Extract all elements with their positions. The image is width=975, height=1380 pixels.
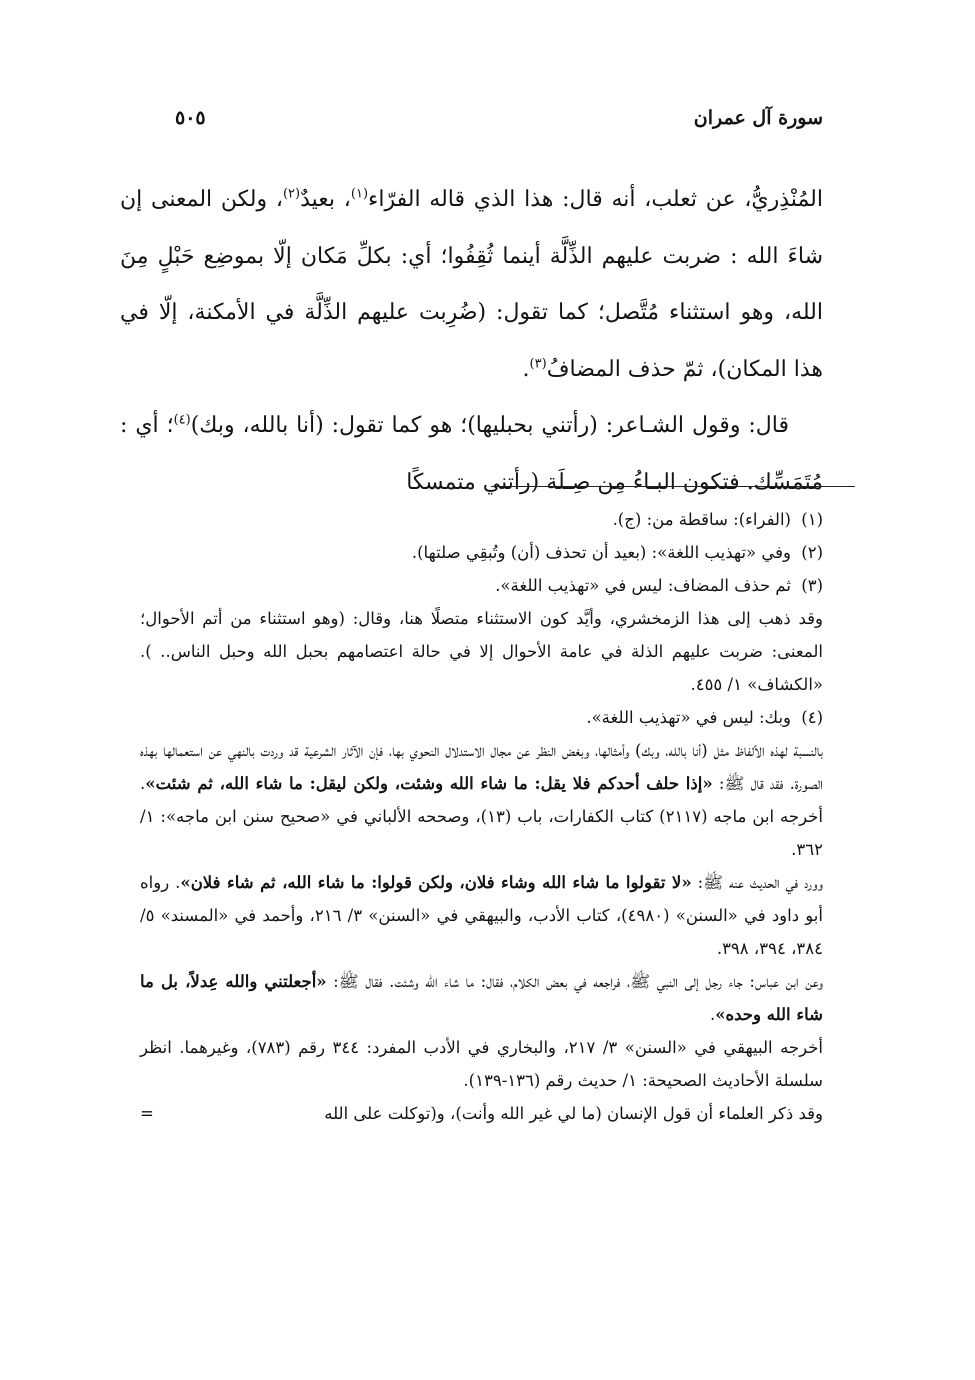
footnote-3 xyxy=(140,569,823,602)
main-paragraph-2 xyxy=(120,398,823,511)
hadith-quote: «لا تقولوا ما شاء الله وشاء فلان، ولكن قولوا: ما شاء الله، ثم شاء فلان» xyxy=(180,873,692,892)
text-run: . أخرجه ابن ماجه (٢١١٧) كتاب الكفارات، باب (١٣)، وصححه الألباني في «صحيح سنن ابن ماجه»: ١/ ٣٦٢. xyxy=(140,774,823,859)
footnote-ref-4[interactable]: (٤) xyxy=(173,412,191,428)
continuation-mark: = xyxy=(140,1104,154,1123)
footnote-number: (٣) xyxy=(801,576,823,595)
text-run: ، ولكن المعنى إن شاءَ الله : ضربت عليهم الذِّلَّة أينما ثُقِفُوا؛ أي: بكلِّ مَكان إلّا بموضِع حَبْلٍ مِنَ الله، وهو استثناء مُتَّصل؛ كما تقول: (ضُرِبت عليهم الذِّلَّة في الأمكنة، إلّا في هذا المكان)، ثمّ حذف المضافُ xyxy=(120,187,823,382)
footnote-text: (الفراء): ساقطة من: (ج). xyxy=(612,510,791,529)
footnote-separator xyxy=(491,486,855,487)
footnote-4-paragraph-5 xyxy=(140,1097,823,1130)
footnote-4 xyxy=(140,701,823,734)
text-run: ، بعيدٌ xyxy=(300,187,351,212)
footnote-4-paragraph-1 xyxy=(140,734,823,866)
main-paragraph-1 xyxy=(120,172,823,398)
text-run: . xyxy=(522,356,530,382)
surah-title: سورة آل عمران xyxy=(693,107,823,129)
text-run: وورد في الحديث عنه ﷺ: xyxy=(691,873,823,892)
hadith-quote: «إذا حلف أحدكم فلا يقل: ما شاء الله وشئت، ولكن ليقل: ما شاء الله، ثم شئت» xyxy=(145,774,713,793)
footnote-4-paragraph-4: أخرجه البيهقي في «السنن» ٣/ ٢١٧، والبخاري في الأدب المفرد: ٣٤٤ رقم (٧٨٣)، وغيرهما. انظر سلسلة الأحاديث الصحيحة: ١/ حديث رقم (١٣٦-١٣٩). xyxy=(140,1038,823,1090)
footnote-3-continuation: وقد ذهب إلى هذا الزمخشري، وأيَّد كون الاستثناء متصلًا هنا، وقال: (وهو استثناء من أتم الأحوال؛ المعنى: ضربت عليهم الذلة في عامة الأحوال إلا في حالة اعتصامهم بحبل الله وحبل الناس.. ). «الكشاف» ١/ ٤٥٥. xyxy=(140,609,823,694)
main-text xyxy=(120,172,823,511)
footnote-2 xyxy=(140,536,823,569)
page-header xyxy=(175,98,823,138)
text-run: . رواه أبو داود في «السنن» (٤٩٨٠)، كتاب الأدب، والبيهقي في «السنن» ٣/ ٢١٦، وأحمد في «المسند» ٥/ ٣٨٤، ٣٩٤، ٣٩٨. xyxy=(140,873,823,958)
text-run: المُنْذِريُّ، عن ثعلب، أنه قال: هذا الذي قاله الفرّاء xyxy=(368,187,823,212)
footnote-ref-1[interactable]: (١) xyxy=(350,186,369,202)
footnote-ref-2[interactable]: (٢) xyxy=(282,186,301,202)
footnote-text: ثم حذف المضاف: ليس في «تهذيب اللغة». xyxy=(495,576,791,595)
text-run: قال: وقول الشـاعر: (رأتني بحبليها)؛ هو كما تقول: (أنا بالله، وبك) xyxy=(190,413,789,438)
text-run: بالنسبة لهذه الألفاظ مثل (أنا بالله، وبك) وأمثالها، وبغض النظر عن مجال الاستدلال النحوي بها، فإن الآثار الشرعية قد وردت بالنهي عن استعمالها بهذه الصورة. فقد قال ﷺ: xyxy=(140,741,823,793)
footnote-number: (١) xyxy=(801,510,823,529)
footnote-text: وفي «تهذيب اللغة»: (بعيد أن تحذف (أن) وتُبقِي صلتها). xyxy=(411,543,791,562)
footnote-number: (٤) xyxy=(801,708,823,727)
hadith-quote: «أجعلتني والله عِدلاً، بل ما شاء الله وحده» xyxy=(140,972,823,1024)
text-run: ؛ أي : مُتَمَسِّك. فتكون البـاءُ مِن صِـلَة (رأتني متمسكًا xyxy=(120,413,823,495)
footnote-text: وبك: ليس في «تهذيب اللغة». xyxy=(586,708,791,727)
page-number: ٥٠٥ xyxy=(175,107,206,129)
text-run: . xyxy=(709,1005,716,1024)
footnote-1 xyxy=(140,503,823,536)
text-run: وقد ذكر العلماء أن قول الإنسان (ما لي غير الله وأنت)، و(توكلت على الله xyxy=(324,1104,823,1123)
text-run: وعن ابن عباس: جاء رجل إلى النبي ﷺ، فراجعه في بعض الكلام، فقال: ما شاء الله وشئت. فقال ﷺ: xyxy=(326,972,823,991)
footnote-4-paragraph-3 xyxy=(140,965,823,1031)
footnote-number: (٢) xyxy=(801,543,823,562)
footnote-4-paragraph-2 xyxy=(140,866,823,965)
footnote-ref-3[interactable]: (٣) xyxy=(529,356,547,372)
footnotes xyxy=(140,503,823,1130)
